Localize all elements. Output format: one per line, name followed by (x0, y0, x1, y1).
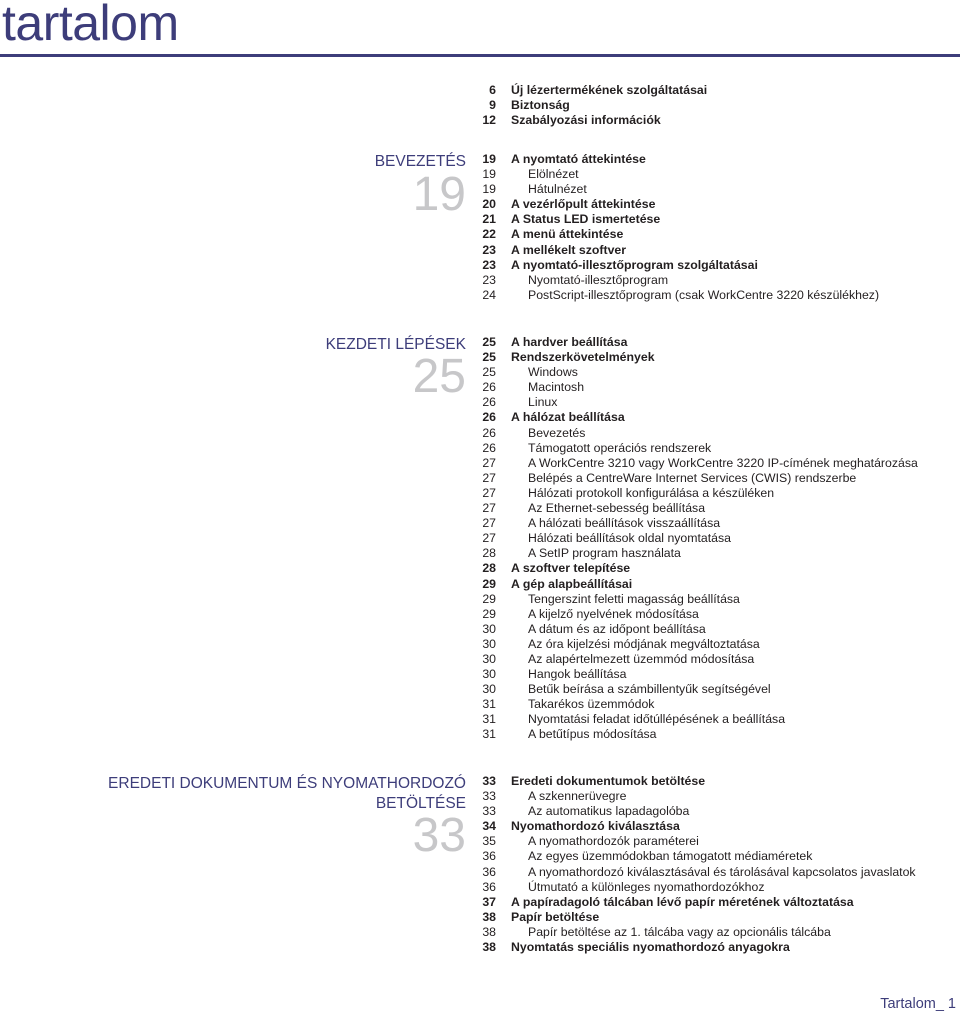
toc-entries (466, 335, 960, 743)
toc-entry-title: Tengerszint feletti magasság beállítása (528, 591, 740, 606)
toc-entry (466, 410, 960, 425)
toc-entry-page: 25 (482, 365, 496, 380)
toc-entry (466, 652, 960, 667)
toc-entry-title: A mellékelt szoftver (511, 242, 627, 257)
toc-entry (466, 637, 960, 652)
toc-entry-page: 26 (482, 440, 496, 455)
toc-entry-page: 21 (482, 212, 496, 227)
toc-entry-page: 27 (482, 470, 496, 485)
toc-entry-title: Hátulnézet (528, 182, 587, 197)
toc-entry-title: Az alapértelmezett üzemmód módosítása (528, 651, 755, 666)
toc-entry-page: 19 (482, 167, 496, 182)
toc-entry-page: 34 (482, 819, 496, 834)
toc-entry-page: 38 (482, 940, 496, 955)
section-number: 33 (412, 809, 466, 862)
toc-entry-page: 31 (482, 727, 496, 742)
toc-entry-title: Nyomtatás speciális nyomathordozó anyagokra (511, 940, 790, 955)
toc-entry (466, 592, 960, 607)
toc-entry-page: 23 (482, 242, 496, 257)
toc-entry-page: 26 (482, 395, 496, 410)
toc-entry (466, 501, 960, 516)
section-label (108, 774, 466, 814)
toc-entry-title: Új lézertermékének szolgáltatásai (511, 83, 708, 97)
toc-entry (466, 426, 960, 441)
toc-entry (466, 182, 960, 197)
toc-entry-title: Támogatott operációs rendszerek (528, 440, 712, 455)
toc-entry-page: 20 (482, 197, 496, 212)
toc-entry-page: 30 (482, 636, 496, 651)
toc-entry-page: 27 (482, 516, 496, 531)
toc-entry-title: Rendszerkövetelmények (511, 350, 655, 365)
section-label-line: BEVEZETÉS (374, 153, 466, 170)
toc-entry-title: Az óra kijelzési módjának megváltoztatása (528, 636, 760, 651)
toc-entry (466, 365, 960, 380)
toc-entry (466, 546, 960, 561)
section-number: 25 (412, 350, 466, 403)
toc-entry-page: 12 (482, 113, 496, 128)
toc-entry-title: Belépés a CentreWare Internet Services (CWIS) rendszerbe (528, 470, 857, 485)
toc-entry-page: 27 (482, 501, 496, 516)
toc-entries (466, 774, 960, 955)
toc-entry (466, 910, 960, 925)
toc-entry (466, 98, 960, 113)
toc-entry (466, 212, 960, 227)
toc-entry-title: A kijelző nyelvének módosítása (528, 606, 699, 621)
page-title: tartalom (2, 0, 179, 51)
toc-entry-title: Az egyes üzemmódokban támogatott médiaméretek (528, 849, 813, 864)
toc-entry-title: A gép alapbeállításai (511, 576, 633, 591)
toc-entry-page: 30 (482, 682, 496, 697)
toc-entry (466, 774, 960, 789)
toc-entry-page: 27 (482, 485, 496, 500)
toc-entry-title: A hálózat beállítása (511, 410, 625, 425)
toc-entry-page: 36 (482, 849, 496, 864)
toc-entry (466, 577, 960, 592)
toc-entry-title: Papír betöltése (511, 909, 600, 924)
toc-entry (466, 227, 960, 242)
toc-entry-title: Takarékos üzemmódok (528, 697, 655, 712)
toc-entry (466, 516, 960, 531)
toc-entry (466, 456, 960, 471)
toc-entry (466, 350, 960, 365)
toc-entry-page: 28 (482, 546, 496, 561)
toc-entry (466, 152, 960, 167)
toc-entry-page: 29 (482, 606, 496, 621)
toc-entry-title: A SetIP program használata (528, 546, 681, 561)
toc-entry-title: Betűk beírása a számbillentyűk segítségével (528, 682, 771, 697)
toc-entry-title: A papíradagoló tálcában lévő papír méretének változtatása (511, 894, 854, 909)
toc-entry-page: 26 (482, 410, 496, 425)
toc-entry-title: Szabályozási információk (511, 113, 661, 128)
toc-entry-page: 19 (482, 152, 496, 166)
toc-entry-page: 23 (482, 272, 496, 287)
toc-entry-title: A betűtípus módosítása (528, 727, 657, 742)
toc-entry (466, 335, 960, 350)
toc-entry (466, 727, 960, 742)
toc-entry-page: 38 (482, 909, 496, 924)
toc-entry (466, 561, 960, 576)
toc-entry (466, 880, 960, 895)
toc-entry-page: 31 (482, 712, 496, 727)
toc-entry-title: Macintosh (528, 380, 585, 395)
toc-entry-title: A hardver beállítása (511, 335, 628, 349)
toc-entry-title: Nyomathordozó kiválasztása (511, 819, 680, 834)
toc-entry-page: 27 (482, 531, 496, 546)
toc-entry (466, 804, 960, 819)
toc-entry-title: Papír betöltése az 1. tálcába vagy az opcionális tálcába (528, 924, 831, 939)
toc-entry-page: 22 (482, 227, 496, 242)
toc-entry-title: Biztonság (511, 98, 570, 113)
toc-entry (466, 789, 960, 804)
toc-entry-page: 30 (482, 651, 496, 666)
toc-entry-title: Linux (528, 395, 558, 410)
toc-entry (466, 819, 960, 834)
toc-entry (466, 940, 960, 955)
toc-entry-page: 38 (482, 924, 496, 939)
toc-entry (466, 697, 960, 712)
toc-entry-title: A hálózati beállítások visszaállítása (528, 516, 721, 531)
toc-entry (466, 865, 960, 880)
toc-entry-page: 33 (482, 774, 496, 788)
toc-entry-title: Útmutató a különleges nyomathordozókhoz (528, 879, 765, 894)
toc-entry-title: Hálózati beállítások oldal nyomtatása (528, 531, 732, 546)
toc-entry (466, 471, 960, 486)
toc-entry-title: Eredeti dokumentumok betöltése (511, 774, 706, 788)
toc-entry (466, 834, 960, 849)
toc-entry (466, 380, 960, 395)
toc-entry (466, 273, 960, 288)
toc-entry-page: 35 (482, 834, 496, 849)
toc-entry-page: 25 (482, 350, 496, 365)
toc-entry-page: 26 (482, 380, 496, 395)
toc-entry-title: Windows (528, 365, 578, 380)
toc-entry-title: Nyomtatási feladat időtúllépésének a beállítása (528, 712, 786, 727)
toc-entry-page: 6 (489, 83, 496, 97)
toc-entry (466, 167, 960, 182)
toc-entry-title: Hangok beállítása (528, 667, 627, 682)
toc-entry (466, 607, 960, 622)
toc-entry-title: Nyomtató-illesztőprogram (528, 272, 669, 287)
toc-entry-title: A szoftver telepítése (511, 561, 631, 576)
toc-entry-page: 24 (482, 287, 496, 302)
toc-entry-title: A szkennerüvegre (528, 789, 627, 804)
toc-entry (466, 712, 960, 727)
section-label-line: EREDETI DOKUMENTUM ÉS NYOMATHORDOZÓ (108, 775, 466, 792)
toc-entry-page: 9 (489, 98, 496, 113)
section-label-line: KEZDETI LÉPÉSEK (325, 336, 466, 353)
toc-entry-page: 29 (482, 576, 496, 591)
toc-entry (466, 288, 960, 303)
toc-entry-page: 31 (482, 697, 496, 712)
toc-entry-page: 30 (482, 667, 496, 682)
toc-entry (466, 197, 960, 212)
toc-entries (466, 83, 960, 128)
toc-entry (466, 486, 960, 501)
toc-entries (466, 152, 960, 303)
toc-entry-title: A dátum és az időpont beállítása (528, 621, 706, 636)
toc-entry (466, 83, 960, 98)
title-divider (0, 54, 960, 57)
toc-entry-title: A Status LED ismertetése (511, 212, 661, 227)
toc-entry-title: A nyomathordozók paraméterei (528, 834, 699, 849)
toc-entry-title: Bevezetés (528, 425, 586, 440)
toc-entry (466, 895, 960, 910)
toc-entry-page: 27 (482, 455, 496, 470)
toc-entry-page: 19 (482, 182, 496, 197)
toc-entry-page: 37 (482, 894, 496, 909)
toc-entry (466, 441, 960, 456)
toc-entry-page: 33 (482, 804, 496, 819)
toc-entry (466, 682, 960, 697)
toc-entry (466, 258, 960, 273)
toc-entry-page: 29 (482, 591, 496, 606)
toc-entry (466, 113, 960, 128)
toc-entry (466, 243, 960, 258)
toc-entry-page: 30 (482, 621, 496, 636)
section-label-line: BETÖLTÉSE (375, 795, 466, 812)
toc-entry-title: A vezérlőpult áttekintése (511, 197, 656, 212)
toc-entry (466, 395, 960, 410)
toc-entry-title: A nyomathordozó kiválasztásával és tárolásával kapcsolatos javaslatok (528, 864, 916, 879)
toc-entry-title: Az automatikus lapadagolóba (528, 804, 690, 819)
toc-entry-title: Az Ethernet-sebesség beállítása (528, 501, 706, 516)
toc-entry (466, 849, 960, 864)
toc-entry-page: 36 (482, 864, 496, 879)
toc-entry-title: Elölnézet (528, 167, 579, 182)
toc-entry-page: 23 (482, 257, 496, 272)
toc-entry (466, 531, 960, 546)
toc-entry-page: 36 (482, 879, 496, 894)
toc-entry-title: A nyomtató áttekintése (511, 152, 646, 166)
toc-entry (466, 667, 960, 682)
toc-entry-page: 25 (482, 335, 496, 349)
toc-entry-page: 28 (482, 561, 496, 576)
section-number: 19 (412, 168, 466, 221)
toc-entry-title: Hálózati protokoll konfigurálása a készüléken (528, 485, 775, 500)
toc-entry-title: A nyomtató-illesztőprogram szolgáltatásai (511, 257, 758, 272)
toc-entry (466, 925, 960, 940)
toc-entry-page: 33 (482, 789, 496, 804)
toc-entry-title: A menü áttekintése (511, 227, 624, 242)
page-footer: Tartalom_ 1 (880, 996, 956, 1012)
toc-entry-title: PostScript-illesztőprogram (csak WorkCentre 3220 készülékhez) (528, 287, 880, 302)
toc-entry-title: A WorkCentre 3210 vagy WorkCentre 3220 IP-címének meghatározása (528, 455, 918, 470)
toc-entry (466, 622, 960, 637)
toc-entry-page: 26 (482, 425, 496, 440)
